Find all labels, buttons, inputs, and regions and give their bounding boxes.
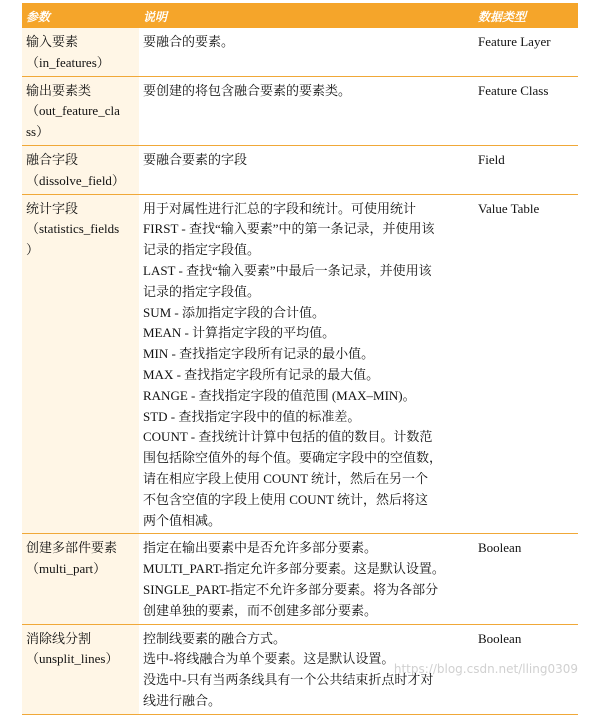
description-line: MIN - 查找指定字段所有记录的最小值。 — [143, 346, 375, 362]
description-line: 围包括除空值外的每个值。要确定字段中的空值数， — [143, 450, 443, 466]
header-param: 参数 — [22, 3, 139, 28]
header-data-type: 数据类型 — [474, 3, 578, 28]
description-line: 控制线要素的融合方式。 — [143, 630, 287, 646]
description-line: 记录的指定字段值。 — [143, 283, 261, 299]
param-name-line: ss） — [26, 124, 50, 140]
description-cell — [139, 194, 474, 534]
table-body — [22, 28, 578, 714]
param-name-cell — [22, 534, 139, 624]
param-name-line: 输出要素类 — [26, 82, 92, 98]
description-line: 创建单独的要素，而不创建多部分要素。 — [143, 602, 378, 618]
description-line: RANGE - 查找指定字段的值范围 (MAX–MIN)。 — [143, 387, 416, 403]
data-type-cell: Boolean — [474, 534, 578, 624]
param-name-line: 融合字段 — [26, 151, 79, 167]
watermark: https://blog.csdn.net/lling0309 — [393, 662, 578, 676]
description-line: 不包含空值的字段上使用 COUNT 统计，然后将这 — [143, 491, 429, 507]
param-name-line: ） — [26, 242, 40, 258]
param-name-cell — [22, 76, 139, 145]
header-row — [22, 3, 578, 28]
description-line: 请在相应字段上使用 COUNT 统计，然后在另一个 — [143, 470, 429, 486]
description-line: MAX - 查找指定字段所有记录的最大值。 — [143, 366, 380, 382]
description-cell — [139, 76, 474, 145]
table-row — [22, 194, 578, 534]
description-line: LAST - 查找“输入要素”中最后一条记录，并使用该 — [143, 262, 432, 278]
description-line: 记录的指定字段值。 — [143, 242, 261, 258]
data-type-cell: Boolean — [474, 624, 578, 714]
param-name-line: （in_features） — [26, 54, 110, 70]
description-cell — [139, 28, 474, 76]
description-line: 两个值相减。 — [143, 512, 222, 528]
data-type-cell: Value Table — [474, 194, 578, 534]
description-line: 线进行融合。 — [143, 692, 222, 708]
param-name-cell — [22, 194, 139, 534]
param-name-line: （unsplit_lines） — [26, 651, 119, 667]
param-name-cell — [22, 28, 139, 76]
description-cell — [139, 145, 474, 194]
description-line: SINGLE_PART-指定不允许多部分要素。将为各部分 — [143, 581, 439, 597]
param-name-line: 统计字段 — [26, 200, 79, 216]
description-line: FIRST - 查找“输入要素”中的第一条记录，并使用该 — [143, 221, 435, 237]
description-line: 选中-将线融合为单个要素。这是默认设置。 — [143, 651, 395, 667]
data-type-cell: Feature Layer — [474, 28, 578, 76]
description-line: 没选中-只有当两条线具有一个公共结束折点时才对 — [143, 672, 434, 688]
param-name-line: （multi_part） — [26, 561, 107, 577]
description-line: 要融合要素的字段 — [143, 151, 248, 167]
table-header — [22, 3, 578, 28]
description-line: MEAN - 计算指定字段的平均值。 — [143, 325, 336, 341]
description-line: SUM - 添加指定字段的合计值。 — [143, 304, 326, 320]
param-name-line: （out_feature_cla — [26, 103, 120, 119]
description-line: 要创建的将包含融合要素的要素类。 — [143, 82, 352, 98]
parameter-table — [22, 3, 578, 715]
param-name-cell — [22, 145, 139, 194]
param-name-line: （dissolve_field） — [26, 172, 125, 188]
table-row — [22, 145, 578, 194]
param-name-line: 输入要素 — [26, 34, 79, 49]
description-line: COUNT - 查找统计计算中包括的值的数目。计数范 — [143, 429, 433, 445]
data-type-cell: Feature Class — [474, 76, 578, 145]
data-type-cell: Field — [474, 145, 578, 194]
table-row — [22, 534, 578, 624]
description-line: 要融合的要素。 — [143, 34, 235, 49]
param-name-line: 消除线分割 — [26, 630, 92, 646]
description-line: 用于对属性进行汇总的字段和统计。可使用统计 — [143, 200, 417, 216]
header-description: 说明 — [139, 3, 474, 28]
description-cell — [139, 534, 474, 624]
param-name-line: （statistics_fields — [26, 221, 120, 237]
table-row — [22, 76, 578, 145]
description-line: MULTI_PART-指定允许多部分要素。这是默认设置。 — [143, 561, 445, 577]
description-line: STD - 查找指定字段中的值的标准差。 — [143, 408, 361, 424]
param-name-cell — [22, 624, 139, 714]
description-line: 指定在输出要素中是否允许多部分要素。 — [143, 540, 378, 556]
param-name-line: 创建多部件要素 — [26, 540, 118, 556]
table-row — [22, 28, 578, 76]
